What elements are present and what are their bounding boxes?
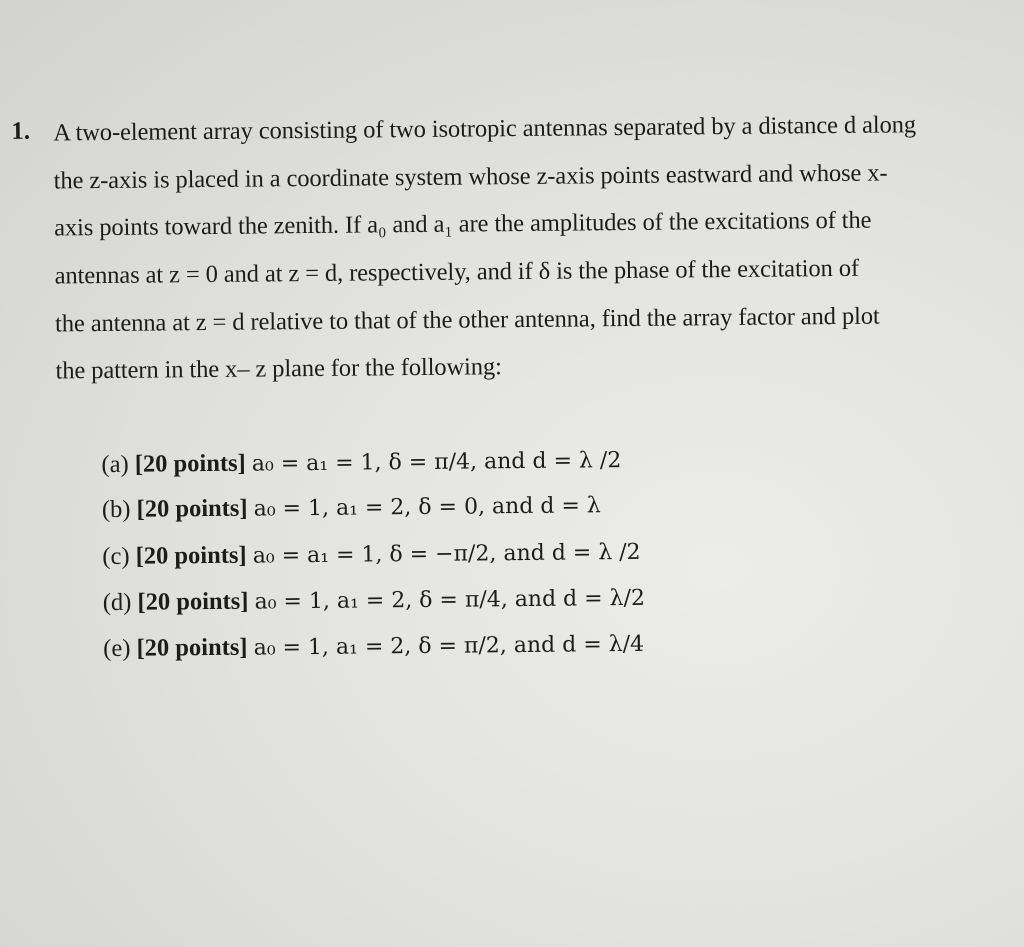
part-equation: a₀ = a₁ = 1, δ = π/4, and d = λ /2 (251, 448, 622, 477)
part-points: [20 points] (136, 633, 248, 662)
problem-line-5: the antenna at z = d relative to that of the other antenna, find the array factor and plot (54, 302, 880, 338)
part-points: [20 points] (134, 449, 246, 478)
part-b (102, 491, 601, 524)
part-equation: a₀ = 1, a₁ = 2, δ = π/4, and d = λ/2 (254, 585, 646, 615)
part-points: [20 points] (137, 587, 249, 616)
problem-line-4: antennas at z = 0 and at z = d, respectively, and if δ is the phase of the excitation of (54, 254, 860, 290)
part-a (101, 446, 621, 479)
part-equation: a₀ = 1, a₁ = 2, δ = 0, and d = λ (253, 493, 601, 522)
part-e (103, 630, 644, 663)
problem-line-2: the z-axis is placed in a coordinate system whose z-axis points eastward and whose x- (53, 159, 888, 195)
part-label: (c) (102, 542, 130, 571)
problem-line-3: axis points toward the zenith. If a₀ and a₁ are the amplitudes of the excitations of the (54, 206, 872, 242)
part-points: [20 points] (135, 541, 247, 570)
part-equation: a₀ = 1, a₁ = 2, δ = π/2, and d = λ/4 (253, 631, 645, 661)
part-label: (a) (101, 450, 129, 479)
part-label: (e) (103, 634, 131, 663)
part-label: (b) (101, 495, 131, 524)
part-points: [20 points] (136, 494, 248, 523)
problem-line-1: A two-element array consisting of two isotropic antennas separated by a distance d along (53, 111, 917, 147)
part-equation: a₀ = a₁ = 1, δ = −π/2, and d = λ /2 (252, 539, 641, 569)
part-label: (d) (102, 588, 132, 617)
part-d (103, 584, 645, 617)
problem-line-6: the pattern in the x– z plane for the following: (55, 353, 502, 385)
problem-number: 1. (11, 117, 31, 145)
part-c (102, 538, 641, 571)
